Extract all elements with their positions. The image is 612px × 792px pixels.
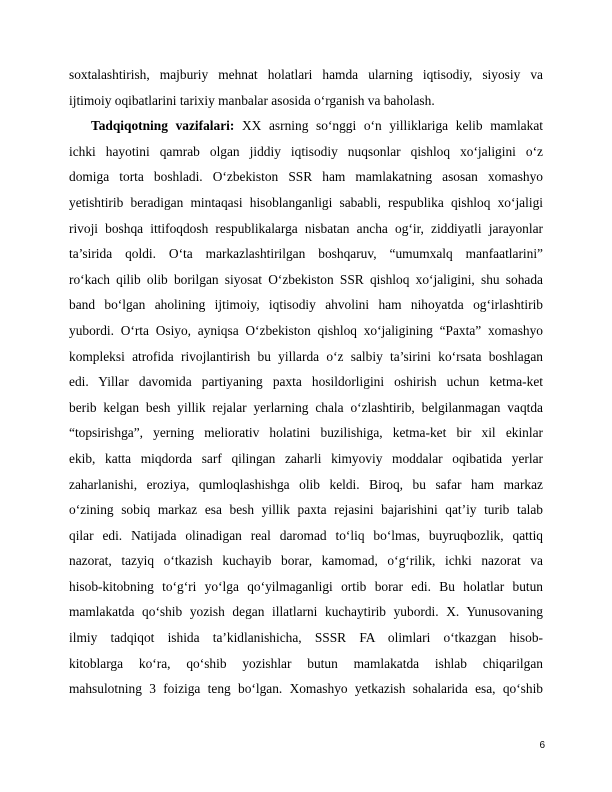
line-text: hisob-kitobning to‘g‘ri yo‘lga qo‘yilmaganligi ortib borar edi. Bu holatlar butun [69, 578, 543, 594]
text-line [69, 548, 543, 574]
line-text: nazorat, tazyiq o‘tkazish kuchayib borar, kamomad, o‘g‘rilik, ichki nazorat va [69, 553, 543, 569]
line-text: ro‘kach qilib olib borilgan siyosat O‘zbekiston SSR qishloq xo‘jaligini, shu sohada [69, 271, 543, 287]
text-line [69, 599, 543, 625]
text-line [69, 88, 543, 114]
text-line [69, 190, 543, 216]
text-line [69, 420, 543, 446]
line-text: “topsirishga”, yerning meliorativ holatini buzilishiga, ketma-ket bir xil ekinlar [69, 425, 543, 441]
line-text: ekib, katta miqdorda sarf qilingan zaharli kimyoviy moddalar oqibatida yerlar [69, 450, 543, 466]
text-line [69, 113, 543, 139]
text-line [69, 241, 543, 267]
page-number: 6 [539, 740, 545, 751]
line-text: ta’sirida qoldi. O‘ta markazlashtirilgan boshqaruv, “umumxalq manfaatlarini” [69, 246, 543, 262]
line-text: kompleksi atrofida rivojlantirish bu yillarda o‘z salbiy ta’sirini ko‘rsata boshlagan [69, 348, 543, 364]
line-text: soxtalashtirish, majburiy mehnat holatlari hamda ularning iqtisodiy, siyosiy va [69, 67, 543, 82]
text-line [69, 139, 543, 165]
text-line [69, 523, 543, 549]
text-line [69, 344, 543, 370]
text-line [69, 318, 543, 344]
line-text: kitoblarga ko‘ra, qo‘shib yozishlar butun mamlakatda ishlab chiqarilgan [69, 655, 543, 671]
text-line [69, 369, 543, 395]
text-line [69, 676, 543, 702]
line-text: domiga torta boshladi. O‘zbekiston SSR ham mamlakatning asosan xomashyo [69, 169, 543, 185]
line-text: ichki hayotini qamrab olgan jiddiy iqtisodiy nuqsonlar qishloq xo‘jaligini o‘z [69, 143, 543, 159]
line-text: qilar edi. Natijada olinadigan real daromad to‘liq bo‘lmas, buyruqbozlik, qattiq [69, 527, 543, 543]
line-text: ilmiy tadqiqot ishida ta’kidlanishicha, SSSR FA olimlari o‘tkazgan hisob- [69, 630, 543, 646]
line-text: band bo‘lgan aholining ijtimoiy, iqtisodiy ahvolini ham nihoyatda og‘irlashtirib [69, 297, 543, 313]
body-text [69, 62, 543, 702]
text-line [69, 574, 543, 600]
text-line [69, 267, 543, 293]
line-text: o‘zining sobiq markaz esa besh yillik paxta rejasini bajarishini qat’iy turib talab [69, 502, 543, 518]
text-line [69, 292, 543, 318]
line-text: yetishtirib beradigan mintaqasi hisoblanganligi sababli, respublika qishloq xo‘jaligi [69, 194, 543, 210]
text-line [69, 472, 543, 498]
line-text: ijtimoiy oqibatlarini tarixiy manbalar asosida o‘rganish va baholash. [69, 92, 435, 108]
line-text: edi. Yillar davomida partiyaning paxta hosildorligini oshirish uchun ketma-ket [69, 374, 543, 390]
text-line [69, 625, 543, 651]
text-line [69, 651, 543, 677]
line-text: zaharlanishi, eroziya, qumloqlashishga olib keldi. Biroq, bu safar ham markaz [69, 476, 543, 492]
text-line [69, 497, 543, 523]
line-text: mamlakatda qo‘shib yozish degan illatlarni kuchaytirib yubordi. X. Yunusovaning [69, 604, 543, 620]
text-line [69, 446, 543, 472]
text-line [69, 395, 543, 421]
section-heading-label: Tadqiqotning vazifalari: [91, 118, 235, 134]
line-text: XX asrning so‘nggi o‘n yilliklariga kelib mamlakat [234, 118, 543, 134]
line-text: mahsulotning 3 foiziga teng bo‘lgan. Xomashyo yetkazish sohalarida esa, qo‘shib [69, 681, 543, 697]
text-line [69, 62, 543, 88]
text-line [69, 164, 543, 190]
text-line [69, 216, 543, 242]
line-text: berib kelgan besh yillik rejalar yerlarning chala o‘zlashtirib, belgilanmagan vaqtda [69, 399, 543, 415]
line-text: yubordi. O‘rta Osiyo, ayniqsa O‘zbekiston qishloq xo‘jaligining “Paxta” xomashyo [69, 322, 543, 338]
line-text: rivoji boshqa ittifoqdosh respublikalarga nisbatan ancha og‘ir, ziddiyatli jarayonlar [69, 220, 543, 236]
